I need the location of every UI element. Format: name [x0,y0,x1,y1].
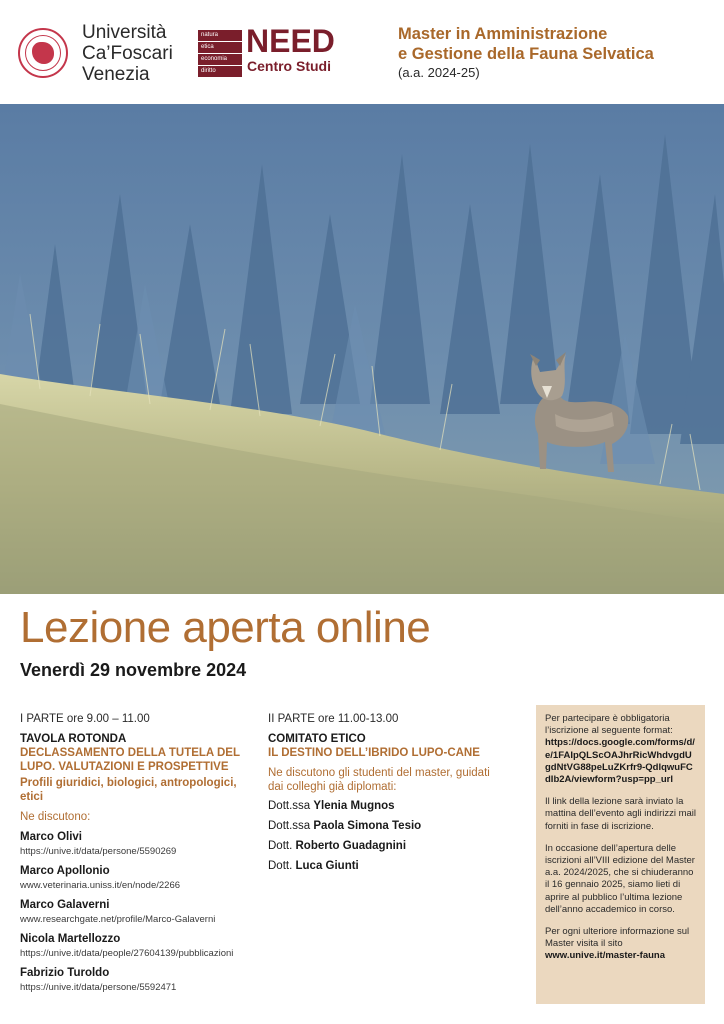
speaker-item [20,830,260,858]
speaker-item [20,932,260,960]
graduate-item [268,819,508,834]
speaker-item [20,864,260,892]
speaker-name: Marco Galaverni [20,899,110,911]
part-one-profiles: Profili giuridici, biologici, antropologici, etici [20,777,237,803]
registration-info-box [536,705,705,1004]
graduate-item [268,839,508,854]
more-info-note [545,926,697,963]
event-date: Venerdì 29 novembre 2024 [20,660,247,680]
part-two-discuss-line: Ne discutono gli studenti del master, guidati [268,767,490,779]
part-two-column [268,712,508,874]
university-name [82,22,173,85]
lion-emblem-icon [32,42,54,64]
speaker-link[interactable]: https://unive.it/data/persone/5592471 [20,982,177,993]
need-tag: economia [198,54,242,65]
speaker-link[interactable]: www.researchgate.net/profile/Marco-Galaverni [20,914,216,925]
graduate-title: Dott.ssa [268,800,311,812]
master-site-link[interactable]: www.unive.it/master-fauna [545,950,666,962]
graduate-title: Dott. [268,840,293,852]
part-two-discuss-line: dai colleghi già diplomati: [268,781,397,793]
master-year: (a.a. 2024-25) [398,65,480,80]
master-title-line: Master in Amministrazione [398,25,608,43]
wolf-meadow-illustration [0,104,724,594]
university-name-line: Venezia [82,64,150,85]
more-info-text: Per ogni ulteriore informazione sul Master visita il sito [545,926,690,950]
part-two-heading: COMITATO ETICO [268,733,366,745]
graduate-title: Dott.ssa [268,820,311,832]
part-two-label: II PARTE ore 11.00-13.00 [268,713,399,725]
graduate-item [268,799,508,814]
master-info [398,24,708,81]
graduate-item [268,859,508,874]
need-logo-text: NEED [246,23,335,59]
speaker-name: Marco Apollonio [20,865,110,877]
enrollment-note: In occasione dell’apertura delle iscrizioni all’VIII edizione del Master a.a. 2024/2025, che si chiuderanno il 16 gennaio 2025, siamo lieti di aprire al pubblico l’ultima lezione dell’anno accademico in corso. [545,842,695,915]
part-one-subtitle-line: LUPO. VALUTAZIONI E PROSPETTIVE [20,761,229,773]
speaker-link[interactable]: https://unive.it/data/people/27604139/pubblicazioni [20,948,234,959]
wolf-photo [0,104,724,594]
graduate-name: Luca Giunti [295,860,359,872]
speaker-link[interactable]: www.veterinaria.uniss.it/en/node/2266 [20,880,181,891]
university-seal-logo [18,28,68,78]
registration-text: Per partecipare è obbligatoria l’iscrizione al seguente format: [545,713,673,737]
speaker-name: Fabrizio Turoldo [20,967,110,979]
page-title: Lezione aperta online [20,603,431,652]
part-one-column [20,712,260,994]
university-name-line: Università [82,22,167,43]
graduate-name: Paola Simona Tesio [313,820,422,832]
part-one-heading: TAVOLA ROTONDA [20,733,127,745]
need-tag-bars [198,30,242,78]
university-name-line: Ca’Foscari [82,43,173,64]
graduate-title: Dott. [268,860,293,872]
need-tag: diritto [198,66,242,77]
need-tag: natura [198,30,242,41]
discuss-label: Ne discutono: [20,811,91,823]
speaker-link[interactable]: https://unive.it/data/persone/5590269 [20,846,177,857]
link-note: Il link della lezione sarà inviato la mattina dell’evento agli indirizzi mail forniti in fase di iscrizione. [545,796,697,832]
graduate-name: Ylenia Mugnos [313,800,395,812]
master-title-line: e Gestione della Fauna Selvatica [398,45,654,63]
speaker-name: Nicola Martellozzo [20,933,121,945]
speaker-item [20,966,260,994]
part-one-label: I PARTE ore 9.00 – 11.00 [20,713,150,725]
need-tag: etica [198,42,242,53]
registration-form-link[interactable]: https://docs.google.com/forms/d/e/1FAIpQLScOAJhrRicWhdvgdUgdNtVG88peLuZKrfr9-QdlqwuFCdIb2A/viewform?usp=pp_url [545,737,695,786]
speaker-name: Marco Olivi [20,831,82,843]
registration-note [545,713,697,786]
need-subtitle: Centro Studi [247,58,331,74]
header [0,0,724,104]
speaker-item [20,898,260,926]
part-one-subtitle-line: DECLASSAMENTO DELLA TUTELA DEL [20,747,240,759]
graduate-name: Roberto Guadagnini [295,840,407,852]
part-two-subtitle: IL DESTINO DELL’IBRIDO LUPO-CANE [268,747,480,759]
